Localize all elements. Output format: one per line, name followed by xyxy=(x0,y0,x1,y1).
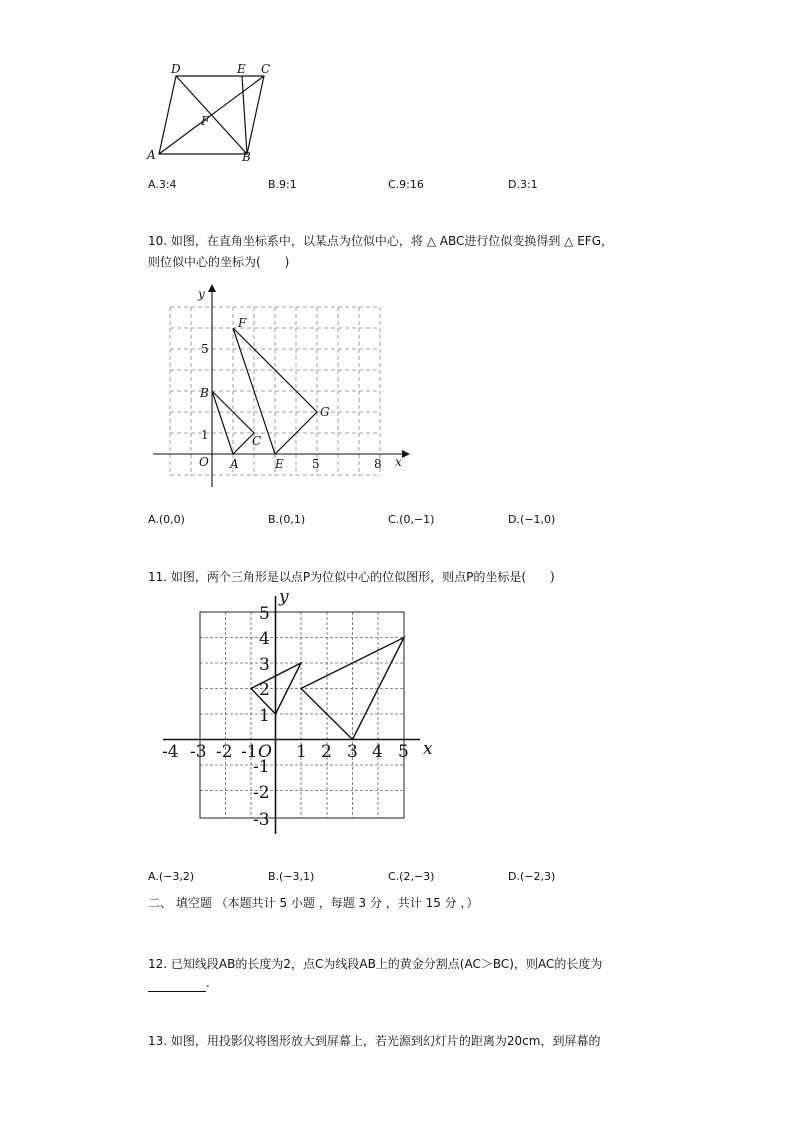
label-d: D xyxy=(171,62,181,76)
segment-be xyxy=(242,76,247,154)
q9-option-c[interactable]: C.9:16 xyxy=(388,178,424,191)
x-axis-arrow xyxy=(402,450,410,458)
tick-x-2: 2 xyxy=(321,742,332,762)
point-label-g: G xyxy=(320,405,330,419)
q11-coordinate-figure xyxy=(155,592,445,837)
point-label-a: A xyxy=(230,457,239,471)
axis-label-x: x xyxy=(423,739,433,759)
tick-x-5: 5 xyxy=(398,742,409,762)
q12-period: . xyxy=(206,976,210,990)
tick-y-1: 1 xyxy=(201,428,209,442)
q12-answer-line xyxy=(148,974,210,992)
axis-label-y: y xyxy=(279,592,289,607)
tick-x-neg3: -3 xyxy=(190,742,207,762)
q10-option-b[interactable]: B.(0,1) xyxy=(268,513,306,526)
q9-option-b[interactable]: B.9:1 xyxy=(268,178,297,191)
point-label-c: C xyxy=(252,434,262,448)
point-label-o: O xyxy=(199,455,209,469)
q11-option-c[interactable]: C.(2,−3) xyxy=(388,870,435,883)
tick-x-8: 8 xyxy=(374,457,382,471)
tick-x-1: 1 xyxy=(296,742,307,762)
point-label-f: F xyxy=(238,316,247,330)
section-fill-in-title: 二、 填空题 （本题共计 5 小题 ，每题 3 分 ，共计 15 分 ，） xyxy=(148,896,479,910)
tick-x-neg2: -2 xyxy=(216,742,233,762)
tick-y-neg1: -1 xyxy=(253,757,270,777)
point-label-b: B xyxy=(200,386,209,400)
label-e: E xyxy=(237,62,246,76)
q9-option-d[interactable]: D.3:1 xyxy=(508,178,538,191)
q10-coordinate-figure xyxy=(148,282,418,492)
q10-stem-line2: 则位似中心的坐标为( ) xyxy=(148,255,290,269)
tick-y-2: 2 xyxy=(259,680,270,700)
q11-option-a[interactable]: A.(−3,2) xyxy=(148,870,195,883)
q9-option-a[interactable]: A.3:4 xyxy=(148,178,177,191)
label-c: C xyxy=(261,62,271,76)
tick-y-neg2: -2 xyxy=(253,783,270,803)
segment-db xyxy=(176,76,247,154)
tick-x-4: 4 xyxy=(372,742,383,762)
axis-label-x: x xyxy=(395,455,402,469)
tick-x-neg4: -4 xyxy=(162,742,179,762)
label-a: A xyxy=(147,148,156,162)
tick-y-5: 5 xyxy=(201,342,209,356)
tick-x-3: 3 xyxy=(347,742,358,762)
label-f: F xyxy=(201,114,210,128)
point-label-e: E xyxy=(275,457,284,471)
grid-border xyxy=(200,612,404,818)
q10-option-c[interactable]: C.(0,−1) xyxy=(388,513,435,526)
q11-option-b[interactable]: B.(−3,1) xyxy=(268,870,315,883)
label-b: B xyxy=(242,150,251,164)
tick-x-neg1: -1 xyxy=(241,742,258,762)
q11-stem-line1: 11. 如图，两个三角形是以点P为位似中心的位似图形，则点P的坐标是( ) xyxy=(148,570,555,584)
y-axis-arrow xyxy=(208,284,216,292)
tick-y-1: 1 xyxy=(259,706,270,726)
q12-stem-line1: 12. 已知线段AB的长度为2，点C为线段AB上的黄金分割点(AC＞BC)，则AC的长度为 xyxy=(148,957,603,971)
origin-label-o: O xyxy=(258,742,272,762)
q10-option-a[interactable]: A.(0,0) xyxy=(148,513,185,526)
tick-y-3: 3 xyxy=(259,655,270,675)
q12-answer-blank[interactable] xyxy=(148,979,206,992)
q10-option-d[interactable]: D.(−1,0) xyxy=(508,513,556,526)
q13-stem-line1: 13. 如图，用投影仪将图形放大到屏幕上，若光源到幻灯片的距离为20cm，到屏幕的 xyxy=(148,1034,601,1048)
tick-x-5: 5 xyxy=(312,457,320,471)
tick-y-5: 5 xyxy=(259,604,270,624)
tick-y-4: 4 xyxy=(259,629,270,649)
q11-option-d[interactable]: D.(−2,3) xyxy=(508,870,556,883)
q10-stem-line1: 10. 如图，在直角坐标系中，以某点为位似中心，将 △ ABC进行位似变换得到 △ EFG， xyxy=(148,234,614,248)
axis-label-y: y xyxy=(198,287,205,301)
tick-y-neg3: -3 xyxy=(253,810,270,830)
q9-parallelogram-figure xyxy=(140,58,290,168)
